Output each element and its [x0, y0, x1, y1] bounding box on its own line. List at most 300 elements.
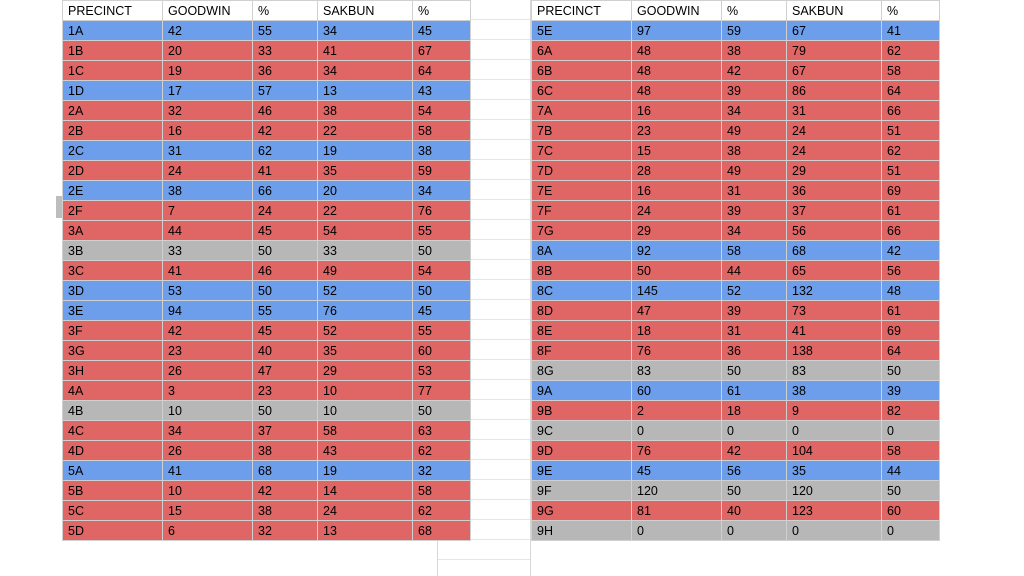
goodwin-percent-cell[interactable]: 46	[253, 101, 318, 121]
sakbun-percent-cell[interactable]: 56	[882, 261, 940, 281]
sakbun-percent-cell[interactable]: 41	[882, 21, 940, 41]
goodwin-percent-cell[interactable]: 55	[253, 301, 318, 321]
goodwin-percent-cell[interactable]: 57	[253, 81, 318, 101]
goodwin-percent-cell[interactable]: 47	[253, 361, 318, 381]
sakbun-percent-cell[interactable]: 39	[882, 381, 940, 401]
goodwin-votes-cell[interactable]: 18	[632, 321, 722, 341]
sakbun-votes-cell[interactable]: 41	[787, 321, 882, 341]
goodwin-votes-cell[interactable]: 48	[632, 81, 722, 101]
goodwin-percent-cell[interactable]: 33	[253, 41, 318, 61]
table-row[interactable]	[63, 401, 471, 421]
goodwin-votes-cell[interactable]: 26	[163, 361, 253, 381]
goodwin-percent-cell[interactable]: 45	[253, 321, 318, 341]
goodwin-percent-cell[interactable]: 41	[253, 161, 318, 181]
sakbun-votes-cell[interactable]: 0	[787, 521, 882, 541]
sakbun-percent-cell[interactable]: 44	[882, 461, 940, 481]
precinct-cell[interactable]: 5D	[63, 521, 163, 541]
sakbun-percent-cell[interactable]: 60	[882, 501, 940, 521]
empty-cell[interactable]	[438, 560, 530, 576]
goodwin-votes-cell[interactable]: 31	[163, 141, 253, 161]
table-row[interactable]	[63, 41, 471, 61]
sakbun-percent-cell[interactable]: 64	[882, 341, 940, 361]
precinct-cell[interactable]: 4D	[63, 441, 163, 461]
sakbun-votes-cell[interactable]: 68	[787, 241, 882, 261]
sakbun-votes-cell[interactable]: 0	[787, 421, 882, 441]
table-row[interactable]	[532, 301, 940, 321]
goodwin-votes-cell[interactable]: 16	[163, 121, 253, 141]
precinct-cell[interactable]: 7F	[532, 201, 632, 221]
sakbun-percent-cell[interactable]: 58	[882, 441, 940, 461]
precinct-cell[interactable]: 9F	[532, 481, 632, 501]
sakbun-votes-cell[interactable]: 36	[787, 181, 882, 201]
goodwin-percent-cell[interactable]: 55	[253, 21, 318, 41]
table-row[interactable]	[63, 241, 471, 261]
sakbun-votes-cell[interactable]: 67	[787, 21, 882, 41]
goodwin-votes-cell[interactable]: 7	[163, 201, 253, 221]
sakbun-percent-cell[interactable]: 50	[413, 401, 471, 421]
precinct-cell[interactable]: 8F	[532, 341, 632, 361]
precinct-cell[interactable]: 7E	[532, 181, 632, 201]
sakbun-votes-cell[interactable]: 19	[318, 461, 413, 481]
precinct-cell[interactable]: 5E	[532, 21, 632, 41]
sakbun-percent-cell[interactable]: 58	[413, 121, 471, 141]
sakbun-percent-cell[interactable]: 54	[413, 261, 471, 281]
table-row[interactable]	[532, 181, 940, 201]
precinct-cell[interactable]: 2E	[63, 181, 163, 201]
sakbun-votes-cell[interactable]: 34	[318, 21, 413, 41]
precinct-cell[interactable]: 5C	[63, 501, 163, 521]
goodwin-percent-cell[interactable]: 38	[722, 41, 787, 61]
sakbun-percent-cell[interactable]: 55	[413, 221, 471, 241]
sakbun-votes-cell[interactable]: 33	[318, 241, 413, 261]
table-row[interactable]	[532, 201, 940, 221]
goodwin-percent-cell[interactable]: 49	[722, 161, 787, 181]
goodwin-percent-cell[interactable]: 42	[722, 441, 787, 461]
sakbun-votes-cell[interactable]: 22	[318, 201, 413, 221]
goodwin-percent-cell[interactable]: 34	[722, 221, 787, 241]
goodwin-votes-cell[interactable]: 53	[163, 281, 253, 301]
goodwin-votes-cell[interactable]: 10	[163, 401, 253, 421]
sakbun-votes-cell[interactable]: 65	[787, 261, 882, 281]
table-row[interactable]	[532, 221, 940, 241]
sakbun-percent-cell[interactable]: 0	[882, 521, 940, 541]
goodwin-percent-cell[interactable]: 49	[722, 121, 787, 141]
goodwin-votes-cell[interactable]: 44	[163, 221, 253, 241]
sakbun-votes-cell[interactable]: 56	[787, 221, 882, 241]
precinct-cell[interactable]: 7A	[532, 101, 632, 121]
goodwin-percent-cell[interactable]: 23	[253, 381, 318, 401]
goodwin-votes-cell[interactable]: 48	[632, 61, 722, 81]
table-row[interactable]	[63, 421, 471, 441]
sakbun-votes-cell[interactable]: 10	[318, 381, 413, 401]
precinct-cell[interactable]: 5B	[63, 481, 163, 501]
goodwin-votes-cell[interactable]: 47	[632, 301, 722, 321]
sakbun-percent-cell[interactable]: 45	[413, 301, 471, 321]
precinct-cell[interactable]: 9C	[532, 421, 632, 441]
goodwin-percent-cell[interactable]: 44	[722, 261, 787, 281]
goodwin-votes-cell[interactable]: 0	[632, 521, 722, 541]
precinct-cell[interactable]: 2A	[63, 101, 163, 121]
goodwin-votes-cell[interactable]: 60	[632, 381, 722, 401]
precinct-cell[interactable]: 4B	[63, 401, 163, 421]
sakbun-votes-cell[interactable]: 120	[787, 481, 882, 501]
sakbun-percent-cell[interactable]: 58	[882, 61, 940, 81]
sakbun-votes-cell[interactable]: 49	[318, 261, 413, 281]
precinct-cell[interactable]: 8D	[532, 301, 632, 321]
sakbun-votes-cell[interactable]: 24	[787, 121, 882, 141]
sakbun-votes-cell[interactable]: 38	[787, 381, 882, 401]
table-row[interactable]	[532, 381, 940, 401]
precinct-cell[interactable]: 1C	[63, 61, 163, 81]
precinct-cell[interactable]: 7B	[532, 121, 632, 141]
sakbun-percent-cell[interactable]: 50	[413, 281, 471, 301]
sakbun-percent-cell[interactable]: 42	[882, 241, 940, 261]
sakbun-votes-cell[interactable]: 13	[318, 81, 413, 101]
sakbun-percent-cell[interactable]: 64	[413, 61, 471, 81]
sakbun-percent-cell[interactable]: 66	[882, 101, 940, 121]
sakbun-votes-cell[interactable]: 29	[787, 161, 882, 181]
goodwin-votes-cell[interactable]: 16	[632, 101, 722, 121]
sakbun-votes-cell[interactable]: 54	[318, 221, 413, 241]
sakbun-votes-cell[interactable]: 79	[787, 41, 882, 61]
precinct-cell[interactable]: 6C	[532, 81, 632, 101]
sakbun-percent-cell[interactable]: 67	[413, 41, 471, 61]
precinct-cell[interactable]: 6A	[532, 41, 632, 61]
goodwin-percent-cell[interactable]: 42	[253, 481, 318, 501]
sakbun-votes-cell[interactable]: 29	[318, 361, 413, 381]
precinct-cell[interactable]: 2D	[63, 161, 163, 181]
sakbun-votes-cell[interactable]: 13	[318, 521, 413, 541]
goodwin-percent-cell[interactable]: 31	[722, 181, 787, 201]
sakbun-percent-cell[interactable]: 51	[882, 121, 940, 141]
sakbun-votes-cell[interactable]: 22	[318, 121, 413, 141]
goodwin-votes-cell[interactable]: 0	[632, 421, 722, 441]
sakbun-votes-cell[interactable]: 73	[787, 301, 882, 321]
goodwin-percent-cell[interactable]: 24	[253, 201, 318, 221]
goodwin-percent-cell[interactable]: 39	[722, 201, 787, 221]
sakbun-votes-cell[interactable]: 67	[787, 61, 882, 81]
table-row[interactable]	[63, 161, 471, 181]
table-row[interactable]	[532, 321, 940, 341]
table-row[interactable]	[532, 61, 940, 81]
goodwin-percent-cell[interactable]: 50	[253, 241, 318, 261]
goodwin-votes-cell[interactable]: 120	[632, 481, 722, 501]
goodwin-percent-cell[interactable]: 56	[722, 461, 787, 481]
precinct-cell[interactable]: 8A	[532, 241, 632, 261]
sakbun-votes-cell[interactable]: 52	[318, 281, 413, 301]
table-row[interactable]	[532, 21, 940, 41]
sakbun-votes-cell[interactable]: 132	[787, 281, 882, 301]
goodwin-votes-cell[interactable]: 15	[163, 501, 253, 521]
sakbun-votes-cell[interactable]: 43	[318, 441, 413, 461]
goodwin-votes-cell[interactable]: 41	[163, 261, 253, 281]
table-row[interactable]	[532, 81, 940, 101]
sakbun-votes-cell[interactable]: 20	[318, 181, 413, 201]
table-row[interactable]	[532, 501, 940, 521]
table-row[interactable]	[532, 141, 940, 161]
goodwin-percent-cell[interactable]: 36	[253, 61, 318, 81]
table-row[interactable]	[63, 381, 471, 401]
goodwin-votes-cell[interactable]: 94	[163, 301, 253, 321]
table-row[interactable]	[532, 41, 940, 61]
goodwin-percent-cell[interactable]: 40	[253, 341, 318, 361]
goodwin-votes-cell[interactable]: 19	[163, 61, 253, 81]
table-row[interactable]	[63, 341, 471, 361]
sakbun-percent-cell[interactable]: 77	[413, 381, 471, 401]
table-row[interactable]	[63, 221, 471, 241]
precinct-cell[interactable]: 5A	[63, 461, 163, 481]
goodwin-percent-cell[interactable]: 46	[253, 261, 318, 281]
precinct-cell[interactable]: 8E	[532, 321, 632, 341]
table-row[interactable]	[532, 261, 940, 281]
sakbun-votes-cell[interactable]: 86	[787, 81, 882, 101]
goodwin-percent-cell[interactable]: 38	[253, 501, 318, 521]
goodwin-votes-cell[interactable]: 17	[163, 81, 253, 101]
sakbun-votes-cell[interactable]: 35	[318, 341, 413, 361]
goodwin-votes-cell[interactable]: 83	[632, 361, 722, 381]
precinct-cell[interactable]: 3G	[63, 341, 163, 361]
precinct-cell[interactable]: 3E	[63, 301, 163, 321]
sakbun-percent-cell[interactable]: 50	[882, 361, 940, 381]
goodwin-votes-cell[interactable]: 23	[632, 121, 722, 141]
goodwin-percent-cell[interactable]: 39	[722, 81, 787, 101]
precinct-cell[interactable]: 7D	[532, 161, 632, 181]
goodwin-votes-cell[interactable]: 29	[632, 221, 722, 241]
precinct-cell[interactable]: 8C	[532, 281, 632, 301]
table-row[interactable]	[532, 121, 940, 141]
sakbun-percent-cell[interactable]: 43	[413, 81, 471, 101]
table-row[interactable]	[532, 241, 940, 261]
goodwin-percent-cell[interactable]: 58	[722, 241, 787, 261]
table-row[interactable]	[532, 341, 940, 361]
goodwin-votes-cell[interactable]: 42	[163, 321, 253, 341]
sakbun-percent-cell[interactable]: 64	[882, 81, 940, 101]
sakbun-percent-cell[interactable]: 66	[882, 221, 940, 241]
goodwin-votes-cell[interactable]: 16	[632, 181, 722, 201]
precinct-cell[interactable]: 4A	[63, 381, 163, 401]
table-row[interactable]	[63, 461, 471, 481]
table-row[interactable]	[63, 181, 471, 201]
goodwin-votes-cell[interactable]: 48	[632, 41, 722, 61]
sakbun-votes-cell[interactable]: 83	[787, 361, 882, 381]
sakbun-votes-cell[interactable]: 24	[318, 501, 413, 521]
sakbun-percent-cell[interactable]: 55	[413, 321, 471, 341]
goodwin-votes-cell[interactable]: 34	[163, 421, 253, 441]
precinct-cell[interactable]: 3F	[63, 321, 163, 341]
sakbun-votes-cell[interactable]: 35	[787, 461, 882, 481]
table-row[interactable]	[532, 421, 940, 441]
precinct-cell[interactable]: 3H	[63, 361, 163, 381]
table-row[interactable]	[63, 441, 471, 461]
goodwin-percent-cell[interactable]: 52	[722, 281, 787, 301]
goodwin-percent-cell[interactable]: 61	[722, 381, 787, 401]
goodwin-votes-cell[interactable]: 32	[163, 101, 253, 121]
table-row[interactable]	[63, 501, 471, 521]
goodwin-votes-cell[interactable]: 45	[632, 461, 722, 481]
sakbun-percent-cell[interactable]: 60	[413, 341, 471, 361]
sakbun-percent-cell[interactable]: 62	[882, 141, 940, 161]
goodwin-percent-cell[interactable]: 0	[722, 421, 787, 441]
precinct-cell[interactable]: 3D	[63, 281, 163, 301]
sakbun-votes-cell[interactable]: 10	[318, 401, 413, 421]
sakbun-votes-cell[interactable]: 34	[318, 61, 413, 81]
sakbun-percent-cell[interactable]: 82	[882, 401, 940, 421]
goodwin-votes-cell[interactable]: 97	[632, 21, 722, 41]
table-row[interactable]	[532, 521, 940, 541]
goodwin-votes-cell[interactable]: 23	[163, 341, 253, 361]
sakbun-votes-cell[interactable]: 38	[318, 101, 413, 121]
precinct-cell[interactable]: 8G	[532, 361, 632, 381]
precinct-cell[interactable]: 2B	[63, 121, 163, 141]
table-row[interactable]	[63, 21, 471, 41]
goodwin-percent-cell[interactable]: 40	[722, 501, 787, 521]
precinct-cell[interactable]: 4C	[63, 421, 163, 441]
sakbun-percent-cell[interactable]: 69	[882, 321, 940, 341]
precinct-cell[interactable]: 1D	[63, 81, 163, 101]
goodwin-percent-cell[interactable]: 38	[253, 441, 318, 461]
goodwin-votes-cell[interactable]: 15	[632, 141, 722, 161]
precinct-cell[interactable]: 3A	[63, 221, 163, 241]
table-row[interactable]	[63, 81, 471, 101]
goodwin-votes-cell[interactable]: 42	[163, 21, 253, 41]
table-row[interactable]	[63, 61, 471, 81]
sakbun-votes-cell[interactable]: 37	[787, 201, 882, 221]
sakbun-percent-cell[interactable]: 61	[882, 301, 940, 321]
precinct-cell[interactable]: 1B	[63, 41, 163, 61]
table-row[interactable]	[63, 261, 471, 281]
sakbun-percent-cell[interactable]: 68	[413, 521, 471, 541]
goodwin-percent-cell[interactable]: 66	[253, 181, 318, 201]
goodwin-votes-cell[interactable]: 145	[632, 281, 722, 301]
sakbun-percent-cell[interactable]: 50	[882, 481, 940, 501]
goodwin-votes-cell[interactable]: 28	[632, 161, 722, 181]
sakbun-votes-cell[interactable]: 58	[318, 421, 413, 441]
sakbun-votes-cell[interactable]: 19	[318, 141, 413, 161]
sakbun-percent-cell[interactable]: 48	[882, 281, 940, 301]
sakbun-percent-cell[interactable]: 38	[413, 141, 471, 161]
table-row[interactable]	[63, 361, 471, 381]
precinct-cell[interactable]: 9A	[532, 381, 632, 401]
goodwin-percent-cell[interactable]: 39	[722, 301, 787, 321]
table-row[interactable]	[63, 281, 471, 301]
goodwin-votes-cell[interactable]: 24	[163, 161, 253, 181]
table-row[interactable]	[63, 201, 471, 221]
table-row[interactable]	[532, 101, 940, 121]
table-row[interactable]	[63, 481, 471, 501]
sakbun-percent-cell[interactable]: 34	[413, 181, 471, 201]
precinct-cell[interactable]: 9E	[532, 461, 632, 481]
table-row[interactable]	[532, 461, 940, 481]
goodwin-votes-cell[interactable]: 26	[163, 441, 253, 461]
goodwin-votes-cell[interactable]: 20	[163, 41, 253, 61]
goodwin-percent-cell[interactable]: 45	[253, 221, 318, 241]
table-row[interactable]	[63, 101, 471, 121]
precinct-cell[interactable]: 2F	[63, 201, 163, 221]
table-row[interactable]	[532, 161, 940, 181]
precinct-cell[interactable]: 7C	[532, 141, 632, 161]
goodwin-votes-cell[interactable]: 24	[632, 201, 722, 221]
precinct-cell[interactable]: 9D	[532, 441, 632, 461]
goodwin-votes-cell[interactable]: 33	[163, 241, 253, 261]
goodwin-votes-cell[interactable]: 6	[163, 521, 253, 541]
precinct-cell[interactable]: 8B	[532, 261, 632, 281]
goodwin-votes-cell[interactable]: 76	[632, 441, 722, 461]
precinct-cell[interactable]: 2C	[63, 141, 163, 161]
sakbun-percent-cell[interactable]: 53	[413, 361, 471, 381]
sakbun-percent-cell[interactable]: 50	[413, 241, 471, 261]
empty-cell[interactable]	[438, 540, 530, 560]
sakbun-percent-cell[interactable]: 62	[413, 441, 471, 461]
table-row[interactable]	[63, 321, 471, 341]
goodwin-percent-cell[interactable]: 59	[722, 21, 787, 41]
table-row[interactable]	[532, 441, 940, 461]
goodwin-percent-cell[interactable]: 42	[253, 121, 318, 141]
table-row[interactable]	[532, 361, 940, 381]
table-row[interactable]	[63, 521, 471, 541]
sakbun-percent-cell[interactable]: 62	[413, 501, 471, 521]
sakbun-percent-cell[interactable]: 58	[413, 481, 471, 501]
sakbun-votes-cell[interactable]: 31	[787, 101, 882, 121]
sakbun-votes-cell[interactable]: 104	[787, 441, 882, 461]
goodwin-percent-cell[interactable]: 38	[722, 141, 787, 161]
goodwin-percent-cell[interactable]: 50	[253, 401, 318, 421]
goodwin-percent-cell[interactable]: 0	[722, 521, 787, 541]
goodwin-votes-cell[interactable]: 38	[163, 181, 253, 201]
table-row[interactable]	[63, 141, 471, 161]
goodwin-percent-cell[interactable]: 50	[722, 481, 787, 501]
table-row[interactable]	[532, 281, 940, 301]
goodwin-votes-cell[interactable]: 2	[632, 401, 722, 421]
sakbun-percent-cell[interactable]: 63	[413, 421, 471, 441]
goodwin-votes-cell[interactable]: 3	[163, 381, 253, 401]
sakbun-percent-cell[interactable]: 76	[413, 201, 471, 221]
sakbun-percent-cell[interactable]: 45	[413, 21, 471, 41]
goodwin-votes-cell[interactable]: 81	[632, 501, 722, 521]
goodwin-percent-cell[interactable]: 68	[253, 461, 318, 481]
goodwin-votes-cell[interactable]: 92	[632, 241, 722, 261]
goodwin-percent-cell[interactable]: 18	[722, 401, 787, 421]
sakbun-votes-cell[interactable]: 24	[787, 141, 882, 161]
sakbun-votes-cell[interactable]: 138	[787, 341, 882, 361]
goodwin-percent-cell[interactable]: 31	[722, 321, 787, 341]
precinct-cell[interactable]: 3B	[63, 241, 163, 261]
precinct-cell[interactable]: 6B	[532, 61, 632, 81]
goodwin-percent-cell[interactable]: 42	[722, 61, 787, 81]
sakbun-votes-cell[interactable]: 41	[318, 41, 413, 61]
sakbun-percent-cell[interactable]: 62	[882, 41, 940, 61]
goodwin-percent-cell[interactable]: 37	[253, 421, 318, 441]
sakbun-votes-cell[interactable]: 9	[787, 401, 882, 421]
sakbun-percent-cell[interactable]: 59	[413, 161, 471, 181]
precinct-cell[interactable]: 1A	[63, 21, 163, 41]
precinct-cell[interactable]: 9B	[532, 401, 632, 421]
table-row[interactable]	[532, 481, 940, 501]
goodwin-votes-cell[interactable]: 50	[632, 261, 722, 281]
sakbun-votes-cell[interactable]: 14	[318, 481, 413, 501]
sakbun-votes-cell[interactable]: 123	[787, 501, 882, 521]
goodwin-percent-cell[interactable]: 50	[253, 281, 318, 301]
sakbun-votes-cell[interactable]: 76	[318, 301, 413, 321]
table-row[interactable]	[63, 121, 471, 141]
goodwin-percent-cell[interactable]: 62	[253, 141, 318, 161]
sakbun-percent-cell[interactable]: 69	[882, 181, 940, 201]
goodwin-votes-cell[interactable]: 10	[163, 481, 253, 501]
sakbun-percent-cell[interactable]: 51	[882, 161, 940, 181]
sakbun-votes-cell[interactable]: 52	[318, 321, 413, 341]
sakbun-percent-cell[interactable]: 0	[882, 421, 940, 441]
goodwin-percent-cell[interactable]: 32	[253, 521, 318, 541]
sakbun-percent-cell[interactable]: 54	[413, 101, 471, 121]
